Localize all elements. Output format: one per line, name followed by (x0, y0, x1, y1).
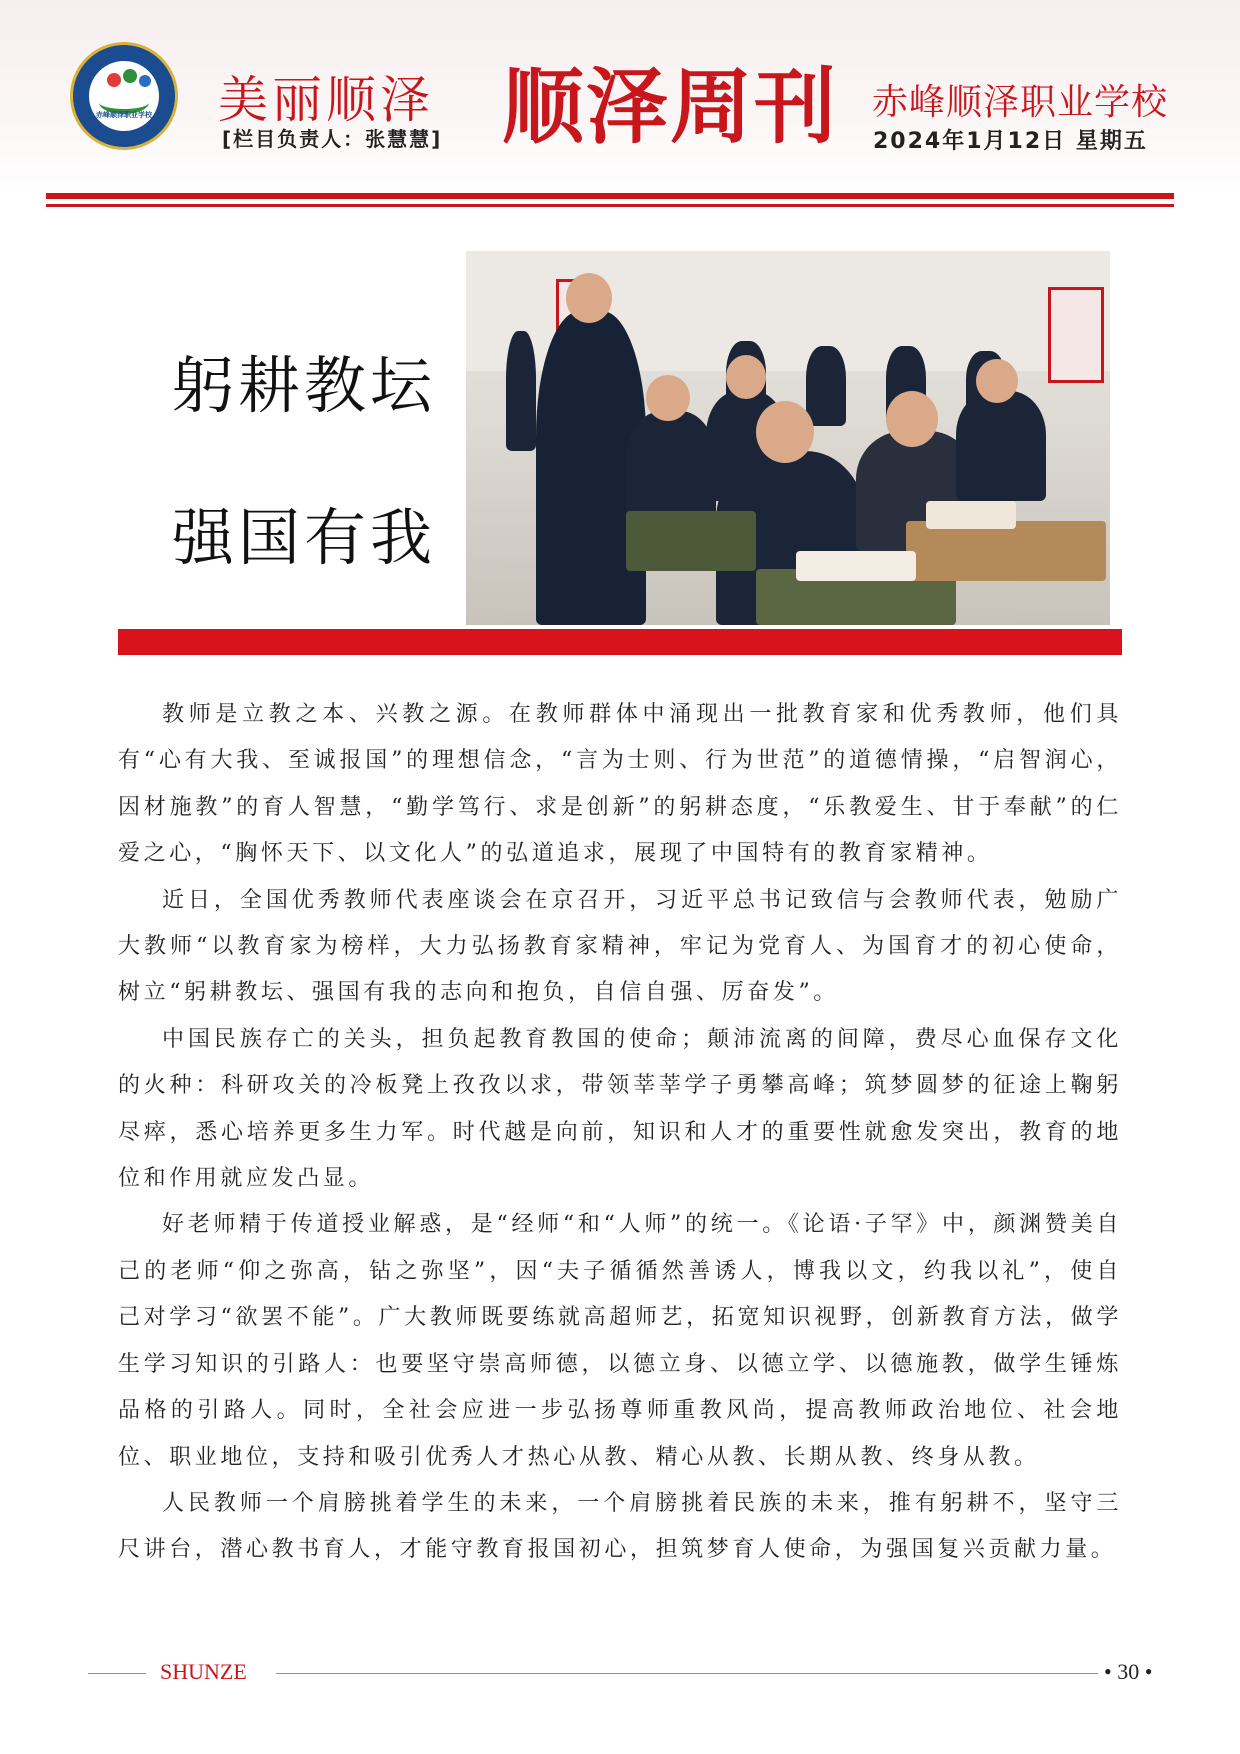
photo-teacher-head (566, 273, 612, 323)
page-number: • 30 • (1104, 1659, 1153, 1684)
photo-books (796, 551, 916, 581)
column-editor: [栏目负责人：张慧慧] (222, 127, 443, 151)
article-body (118, 692, 1122, 1574)
photo-desk (906, 521, 1106, 581)
logo-figure-red (107, 73, 121, 87)
logo-figure-blue (139, 75, 151, 87)
photo-student-head (976, 359, 1018, 403)
photo-student-head (886, 391, 938, 447)
photo-student (806, 346, 846, 426)
section-divider-band (118, 629, 1122, 655)
header-rule-thin (46, 204, 1174, 207)
headline-line-2: 强国有我 (172, 501, 437, 574)
issue-date: 2024年1月12日 星期五 (873, 129, 1148, 154)
article-paragraph: 近日，全国优秀教师代表座谈会在京召开，习近平总书记致信与会教师代表，勉励广大教师“以教育家为榜样，大力弘扬教育家精神，牢记为党育人、为国育才的初心使命，树立“躬耕教坛、强国有我的志向和抱负，自信自强、厉奋发”。 (118, 887, 1122, 1006)
photo-student-head (756, 401, 814, 463)
publication-title: 顺泽周刊 (502, 60, 839, 155)
photo-student (506, 331, 536, 451)
article-paragraph: 教师是立教之本、兴教之源。在教师群体中涌现出一批教育家和优秀教师，他们具有“心有大我、至诚报国”的理想信念，“言为士则、行为世范”的道德情操，“启智润心，因材施教”的育人智慧，“勤学笃行、求是创新”的躬耕态度，“乐教爱生、甘于奉献”的仁爱之心，“胸怀天下、以文化人”的弘道追求，展现了中国特有的教育家精神。 (118, 702, 1122, 867)
headline-line-1: 躬耕教坛 (172, 349, 437, 422)
photo-student-head (646, 375, 690, 421)
school-name: 赤峰顺泽职业学校 (872, 82, 1169, 123)
footer-rule-left (88, 1673, 146, 1674)
photo-student-head (726, 355, 766, 399)
footer-brand: SHUNZE (160, 1659, 247, 1684)
logo-figure-green (123, 69, 137, 83)
photo-poster-right (1048, 287, 1104, 383)
article-paragraph: 好老师精于传道授业解惑，是“经师“和“人师”的统一。《论语·子罕》中，颜渊赞美自己的老师“仰之弥高，钻之弥坚”，因“夫子循循然善诱人，博我以文，约我以礼”，使自己对学习“欲罢不能”。广大教师既要练就高超师艺，拓宽知识视野，创新教育方法，做学生学习知识的引路人：也要坚守崇高师德，以德立身、以德立学、以德施教，做学生锤炼品格的引路人。同时，全社会应进一步弘扬尊师重教风尚，提高教师政治地位、社会地位、职业地位，支持和吸引优秀人才热心从教、精心从教、长期从教、终身从教。 (118, 1212, 1122, 1470)
classroom-photo (466, 251, 1110, 625)
photo-student (956, 391, 1046, 501)
photo-desk (626, 511, 756, 571)
article-paragraph: 中国民族存亡的关头，担负起教育教国的使命；颠沛流离的间障，费尽心血保存文化的火种：科研攻关的冷板凳上孜孜以求，带领莘莘学子勇攀高峰；筑梦圆梦的征途上鞠躬尽瘁，悉心培养更多生力军。时代越是向前，知识和人才的重要性就愈发突出，教育的地位和作用就应发凸显。 (118, 1026, 1122, 1192)
logo-text: 赤峰顺泽职业学校 (96, 111, 152, 119)
logo-emblem (89, 61, 159, 131)
column-title: 美丽顺泽 (218, 71, 434, 129)
photo-books (926, 501, 1016, 529)
header-rule-thick (46, 193, 1174, 199)
article-paragraph: 人民教师一个肩膀挑着学生的未来，一个肩膀挑着民族的未来，推有躬耕不，坚守三尺讲台，潜心教书育人，才能守教育报国初心，担筑梦育人使命，为强国复兴贡献力量。 (118, 1490, 1122, 1563)
footer-rule-right (276, 1673, 1098, 1674)
school-logo (70, 42, 178, 150)
